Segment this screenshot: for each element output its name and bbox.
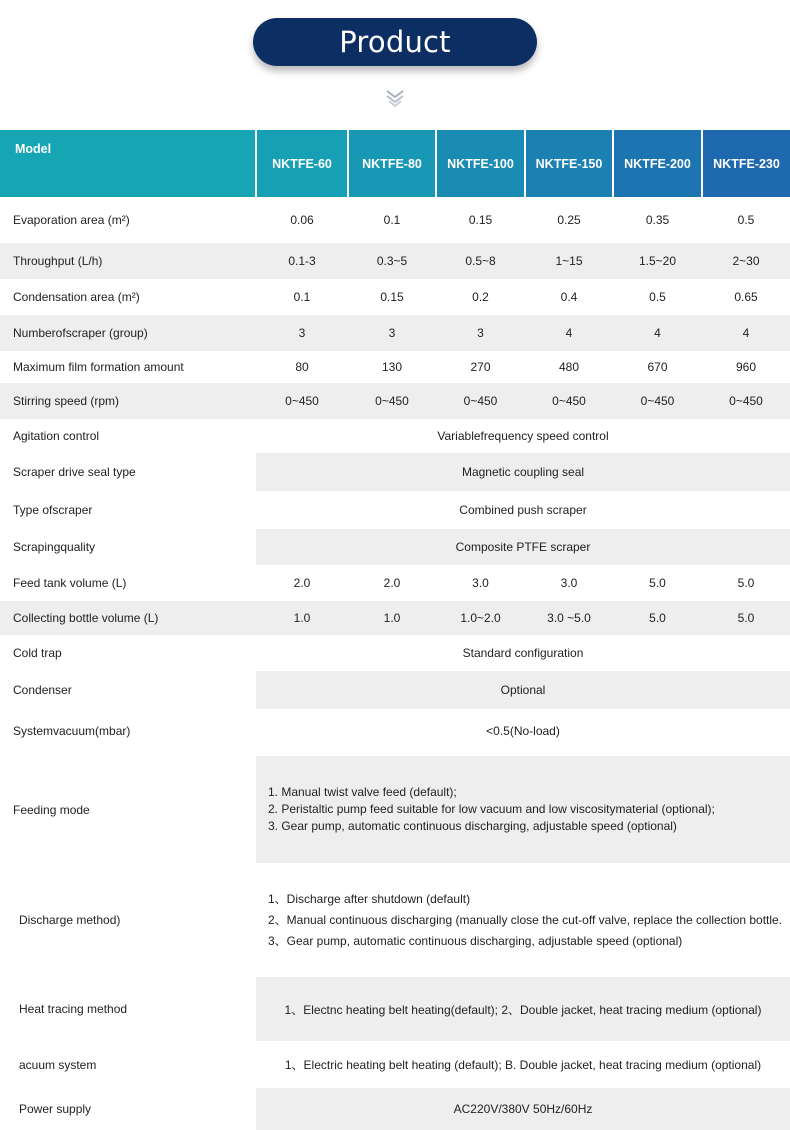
cell-value: 0.25 xyxy=(525,197,613,243)
cell-value: 1.0 xyxy=(348,601,436,635)
cell-value: 130 xyxy=(348,351,436,383)
cell-span-value: <0.5(No-load) xyxy=(256,709,790,753)
cell-value: 80 xyxy=(256,351,348,383)
row-label: Feeding mode xyxy=(0,756,256,863)
cell-value: 2.0 xyxy=(256,565,348,601)
table-row xyxy=(0,601,790,635)
cell-value: 960 xyxy=(702,351,790,383)
cell-value: 4 xyxy=(525,315,613,351)
table-row xyxy=(0,671,790,709)
table-row xyxy=(0,529,790,565)
title-section xyxy=(0,0,790,130)
cell-value: 0~450 xyxy=(702,383,790,419)
table-row xyxy=(0,635,790,671)
row-label: acuum system xyxy=(0,1041,256,1088)
cell-value: 0.15 xyxy=(436,197,525,243)
header-cell-nktfe-200: NKTFE-200 xyxy=(613,130,702,197)
page-title: Product parameters xyxy=(253,18,537,66)
cell-value: 5.0 xyxy=(702,601,790,635)
cell-value: 0.35 xyxy=(613,197,702,243)
cell-value: 0.5~8 xyxy=(436,243,525,279)
list-item: 1. Manual twist valve feed (default); xyxy=(268,785,457,799)
cell-value: 0.5 xyxy=(613,279,702,315)
table-row xyxy=(0,279,790,315)
cell-value: 4 xyxy=(613,315,702,351)
table-row xyxy=(0,863,790,977)
list-item: 1、Discharge after shutdown (default) xyxy=(268,891,471,906)
cell-value: 1~15 xyxy=(525,243,613,279)
row-label: Scraper drive seal type xyxy=(0,453,256,491)
parameters-table xyxy=(0,130,790,1130)
cell-list-value xyxy=(256,863,790,977)
cell-value: 5.0 xyxy=(613,565,702,601)
row-label: Condensation area (m²) xyxy=(0,279,256,315)
cell-value: 0.06 xyxy=(256,197,348,243)
cell-value: 3 xyxy=(256,315,348,351)
cell-value: 0~450 xyxy=(613,383,702,419)
cell-span-value: Variablefrequency speed control xyxy=(256,419,790,453)
cell-value: 0.1 xyxy=(348,197,436,243)
list-item: 2、Manual continuous discharging (manually close the cut-off valve, replace the collection bottle. xyxy=(268,912,783,927)
list-item: 3、Gear pump, automatic continuous discharging, adjustable speed (optional) xyxy=(268,933,683,948)
table-row xyxy=(0,756,790,863)
cell-value: 270 xyxy=(436,351,525,383)
table-row xyxy=(0,491,790,529)
header-cell-nktfe-60: NKTFE-60 xyxy=(256,130,348,197)
header-cell-nktfe-80: NKTFE-80 xyxy=(348,130,436,197)
cell-span-value: Composite PTFE scraper xyxy=(256,529,790,565)
header-cell-nktfe-230: NKTFE-230 xyxy=(702,130,790,197)
cell-span-value: AC220V/380V 50Hz/60Hz xyxy=(256,1088,790,1130)
row-label: Power supply xyxy=(0,1088,256,1130)
table-row xyxy=(0,565,790,601)
cell-value: 1.0 xyxy=(256,601,348,635)
row-label: Type ofscraper xyxy=(0,491,256,529)
row-label: Scrapingquality xyxy=(0,529,256,565)
cell-list-value xyxy=(256,756,790,863)
cell-value: 3 xyxy=(436,315,525,351)
cell-value: 0~450 xyxy=(436,383,525,419)
row-label: Agitation control xyxy=(0,419,256,453)
table-row xyxy=(0,351,790,383)
cell-span-value: 1、Electric heating belt heating (default); B. Double jacket, heat tracing medium (optional) xyxy=(256,1041,790,1088)
cell-value: 2.0 xyxy=(348,565,436,601)
row-label: Cold trap xyxy=(0,635,256,671)
cell-value: 3 xyxy=(348,315,436,351)
cell-value: 0.2 xyxy=(436,279,525,315)
row-label: Evaporation area (m²) xyxy=(0,197,256,243)
row-label: Throughput (L/h) xyxy=(0,243,256,279)
double-chevron-down-icon xyxy=(385,88,405,108)
row-label: Systemvacuum(mbar) xyxy=(0,709,256,753)
row-label: Stirring speed (rpm) xyxy=(0,383,256,419)
row-label: Maximum film formation amount xyxy=(0,351,256,383)
cell-value: 0~450 xyxy=(525,383,613,419)
cell-value: 0.4 xyxy=(525,279,613,315)
cell-span-value: Combined push scraper xyxy=(256,491,790,529)
cell-value: 0~450 xyxy=(348,383,436,419)
cell-span-value: Standard configuration xyxy=(256,635,790,671)
table-row xyxy=(0,315,790,351)
cell-value: 0~450 xyxy=(256,383,348,419)
table-header-row xyxy=(0,130,790,197)
cell-value: 0.65 xyxy=(702,279,790,315)
cell-value: 0.1 xyxy=(256,279,348,315)
cell-value: 0.3~5 xyxy=(348,243,436,279)
cell-value: 1.0~2.0 xyxy=(436,601,525,635)
cell-value: 1.5~20 xyxy=(613,243,702,279)
cell-value: 0.15 xyxy=(348,279,436,315)
row-label: Heat tracing method xyxy=(0,977,256,1041)
cell-value: 3.0 xyxy=(525,565,613,601)
cell-value: 2~30 xyxy=(702,243,790,279)
row-label: Feed tank volume (L) xyxy=(0,565,256,601)
row-label: Collecting bottle volume (L) xyxy=(0,601,256,635)
cell-value: 5.0 xyxy=(613,601,702,635)
cell-value: 670 xyxy=(613,351,702,383)
table-row xyxy=(0,419,790,453)
table-row xyxy=(0,383,790,419)
table-row xyxy=(0,709,790,753)
table-row xyxy=(0,1088,790,1130)
table-row xyxy=(0,197,790,243)
row-label: Numberofscraper (group) xyxy=(0,315,256,351)
table-row xyxy=(0,453,790,491)
table-row xyxy=(0,977,790,1041)
header-cell-nktfe-100: NKTFE-100 xyxy=(436,130,525,197)
cell-value: 3.0 ~5.0 xyxy=(525,601,613,635)
header-cell-nktfe-150: NKTFE-150 xyxy=(525,130,613,197)
cell-value: 5.0 xyxy=(702,565,790,601)
cell-span-value: Magnetic coupling seal xyxy=(256,453,790,491)
table-row xyxy=(0,1041,790,1088)
cell-value: 0.1-3 xyxy=(256,243,348,279)
cell-value: 4 xyxy=(702,315,790,351)
cell-span-value: Optional xyxy=(256,671,790,709)
cell-value: 480 xyxy=(525,351,613,383)
list-item: 3. Gear pump, automatic continuous discharging, adjustable speed (optional) xyxy=(268,819,677,833)
header-cell-model: Model xyxy=(0,130,256,197)
cell-span-value: 1、Electnc heating belt heating(default); 2、Double jacket, heat tracing medium (optional) xyxy=(256,977,790,1041)
cell-value: 3.0 xyxy=(436,565,525,601)
cell-value: 0.5 xyxy=(702,197,790,243)
list-item: 2. Peristaltic pump feed suitable for low vacuum and low viscositymaterial (optional); xyxy=(268,802,715,816)
table-row xyxy=(0,243,790,279)
row-label: Discharge method) xyxy=(0,863,256,977)
row-label: Condenser xyxy=(0,671,256,709)
